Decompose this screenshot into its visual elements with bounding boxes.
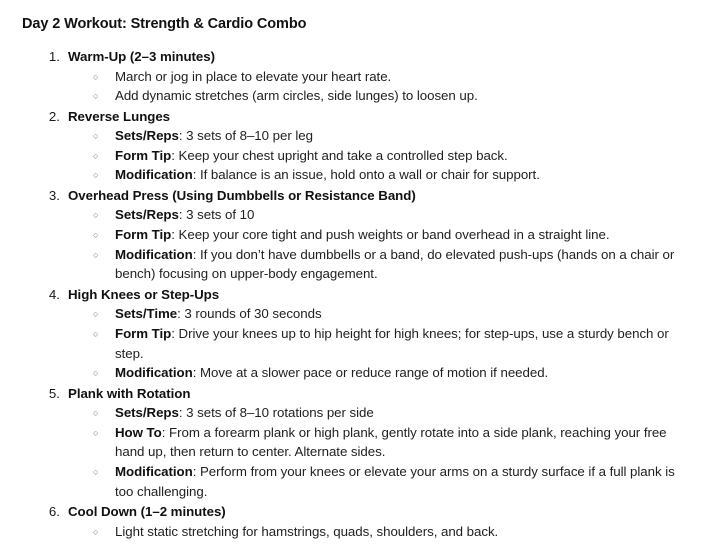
subitem-lead-label: Modification bbox=[115, 246, 193, 262]
subitem-text: : Keep your chest upright and take a controlled step back. bbox=[171, 147, 508, 163]
subitem-text: March or jog in place to elevate your heart rate. bbox=[115, 68, 392, 84]
outline-item bbox=[22, 186, 692, 284]
outline-subitem bbox=[68, 304, 692, 324]
circle-bullet-icon: ○ bbox=[93, 131, 99, 142]
subitem-lead-label: Modification bbox=[115, 167, 193, 183]
subitem-lead-label: Sets/Reps bbox=[115, 207, 179, 223]
subitem-text: : From a forearm plank or high plank, gently rotate into a side plank, reaching your free hand up, then return to center. Alternate sides. bbox=[115, 424, 667, 460]
outline-item bbox=[22, 502, 692, 541]
subitem-text: : Drive your knees up to hip height for high knees; for step-ups, use a sturdy bench or step. bbox=[115, 325, 669, 361]
circle-bullet-icon: ○ bbox=[93, 309, 99, 320]
subitem-text: Light static stretching for hamstrings, quads, shoulders, and back. bbox=[115, 523, 499, 539]
outline-subitem bbox=[68, 324, 692, 363]
circle-bullet-icon: ○ bbox=[93, 467, 99, 478]
outline-subitem bbox=[68, 245, 692, 284]
circle-bullet-icon: ○ bbox=[93, 230, 99, 241]
outline-item-title: Warm-Up (2–3 minutes) bbox=[68, 49, 215, 65]
subitem-text: : 3 sets of 8–10 per leg bbox=[178, 128, 313, 144]
circle-bullet-icon: ○ bbox=[93, 91, 99, 102]
outline-item-number: 1. bbox=[48, 49, 60, 65]
outline-sublist bbox=[68, 126, 692, 185]
outline-subitem bbox=[68, 403, 692, 423]
outline-sublist bbox=[68, 67, 692, 106]
outline-subitem bbox=[68, 205, 692, 225]
circle-bullet-icon: ○ bbox=[93, 150, 99, 161]
subitem-text: : If balance is an issue, hold onto a wall or chair for support. bbox=[192, 167, 540, 183]
subitem-lead-label: Modification bbox=[115, 464, 193, 480]
outline-item-number: 5. bbox=[48, 385, 60, 401]
circle-bullet-icon: ○ bbox=[93, 328, 99, 339]
outline-item-title: Cool Down (1–2 minutes) bbox=[68, 504, 226, 520]
outline-sublist bbox=[68, 522, 692, 542]
outline-item bbox=[22, 384, 692, 501]
outline-subitem bbox=[68, 126, 692, 146]
circle-bullet-icon: ○ bbox=[93, 210, 99, 221]
outline-item-title: Plank with Rotation bbox=[68, 385, 191, 401]
outline-subitem bbox=[68, 165, 692, 185]
subitem-lead-label: How To bbox=[115, 424, 162, 440]
outline-item-number: 3. bbox=[48, 187, 60, 203]
subitem-text: : Move at a slower pace or reduce range of motion if needed. bbox=[192, 365, 549, 381]
outline-item bbox=[22, 47, 692, 106]
outline-item-number: 2. bbox=[48, 108, 60, 124]
outline-item-title: Overhead Press (Using Dumbbells or Resistance Band) bbox=[68, 187, 416, 203]
subitem-lead-label: Sets/Reps bbox=[115, 128, 179, 144]
outline-subitem bbox=[68, 363, 692, 383]
outline-item-number: 4. bbox=[48, 286, 60, 302]
circle-bullet-icon: ○ bbox=[93, 408, 99, 419]
subitem-text: : Keep your core tight and push weights or band overhead in a straight line. bbox=[171, 227, 610, 243]
outline-subitem bbox=[68, 67, 692, 87]
outline-subitem bbox=[68, 225, 692, 245]
subitem-text: Add dynamic stretches (arm circles, side lunges) to loosen up. bbox=[115, 88, 478, 104]
subitem-lead-label: Sets/Time bbox=[115, 306, 178, 322]
subitem-text: : Perform from your knees or elevate your arms on a sturdy surface if a full plank is too challenging. bbox=[115, 464, 675, 499]
subitem-text: : If you don’t have dumbbells or a band, do elevated push-ups (hands on a chair or bench) focusing on upper-body engagement. bbox=[115, 246, 675, 282]
outline-sublist bbox=[68, 205, 692, 283]
subitem-text: : 3 sets of 10 bbox=[178, 207, 255, 223]
outline-item bbox=[22, 285, 692, 383]
outline-item bbox=[22, 107, 692, 185]
subitem-text: : 3 rounds of 30 seconds bbox=[177, 306, 322, 322]
outline-sublist bbox=[68, 304, 692, 382]
outline-item-title: High Knees or Step-Ups bbox=[68, 286, 220, 302]
outline-subitem bbox=[68, 423, 692, 462]
outline-subitem bbox=[68, 146, 692, 166]
subitem-lead-label: Form Tip bbox=[115, 227, 172, 243]
page-title: Day 2 Workout: Strength & Cardio Combo bbox=[22, 16, 307, 32]
circle-bullet-icon: ○ bbox=[93, 368, 99, 379]
subitem-lead-label: Form Tip bbox=[115, 147, 172, 163]
outline-subitem bbox=[68, 522, 692, 542]
circle-bullet-icon: ○ bbox=[93, 249, 99, 260]
circle-bullet-icon: ○ bbox=[93, 526, 99, 537]
subitem-lead-label: Modification bbox=[115, 365, 193, 381]
subitem-lead-label: Form Tip bbox=[115, 325, 172, 341]
outline-item-title: Reverse Lunges bbox=[68, 108, 171, 124]
circle-bullet-icon: ○ bbox=[93, 427, 99, 438]
outline-subitem bbox=[68, 86, 692, 106]
circle-bullet-icon: ○ bbox=[93, 71, 99, 82]
workout-outline-list bbox=[22, 47, 692, 541]
circle-bullet-icon: ○ bbox=[93, 170, 99, 181]
outline-subitem bbox=[68, 462, 692, 501]
outline-sublist bbox=[68, 403, 692, 501]
subitem-lead-label: Sets/Reps bbox=[115, 405, 179, 421]
subitem-text: : 3 sets of 8–10 rotations per side bbox=[178, 405, 374, 421]
outline-item-number: 6. bbox=[48, 504, 60, 520]
